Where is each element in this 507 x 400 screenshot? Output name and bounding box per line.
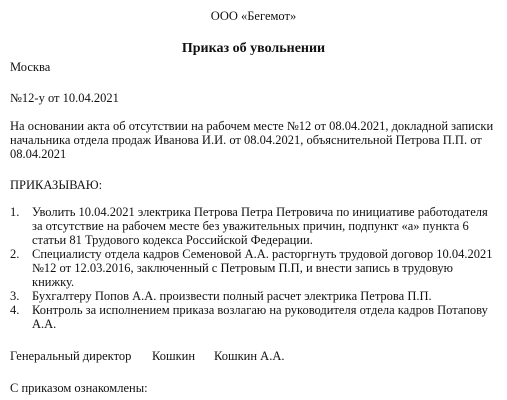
basis-line: начальника отдела продаж Иванова И.И. от 08.04.2021, объяснительной Петрова П.П. от — [10, 133, 482, 147]
item-number: 4. — [10, 303, 20, 317]
signer-name: Кошкин А.А. — [214, 349, 285, 363]
item-line: А.А. — [32, 317, 57, 331]
city: Москва — [10, 60, 51, 74]
signature-block — [10, 349, 284, 363]
item-line: статьи 81 Трудового кодекса Российской Федерации. — [32, 233, 313, 247]
document-title: Приказ об увольнении — [181, 41, 326, 56]
order-items-list — [10, 205, 500, 331]
item-line: за отсутствие на рабочем месте без уважительных причин, подпункт «а» пункта 6 — [32, 219, 469, 233]
order-word: ПРИКАЗЫВАЮ: — [10, 178, 103, 192]
list-item — [10, 303, 500, 331]
signer-signature: Кошкин — [152, 349, 196, 363]
item-number: 3. — [10, 289, 20, 303]
item-line: книжку. — [32, 275, 75, 289]
item-line: Уволить 10.04.2021 электрика Петрова Петра Петровича по инициативе работодателя — [32, 205, 488, 219]
item-number: 2. — [10, 247, 20, 261]
basis-paragraph — [10, 119, 500, 161]
list-item — [10, 247, 500, 289]
basis-line: 08.04.2021 — [10, 147, 67, 161]
basis-line: На основании акта об отсутствии на рабочем месте №12 от 08.04.2021, докладной записки — [10, 119, 494, 133]
order-number: №12-у от 10.04.2021 — [10, 91, 119, 105]
company-name: ООО «Бегемот» — [210, 9, 297, 23]
item-line: Контроль за исполнением приказа возлагаю на руководителя отдела кадров Потапову — [32, 303, 488, 317]
list-item — [10, 289, 500, 303]
list-item — [10, 205, 500, 247]
item-line: Специалисту отдела кадров Семеновой А.А. расторгнуть трудовой договор 10.04.2021 — [32, 247, 493, 261]
signer-position: Генеральный директор — [10, 349, 132, 363]
item-line: №12 от 12.03.2016, заключенный с Петровым П.П, и внести запись в трудовую — [32, 261, 453, 275]
item-line: Бухгалтеру Попов А.А. произвести полный расчет электрика Петрова П.П. — [32, 289, 432, 303]
acknowledgement-line: С приказом ознакомлены: — [10, 381, 148, 395]
item-number: 1. — [10, 205, 20, 219]
